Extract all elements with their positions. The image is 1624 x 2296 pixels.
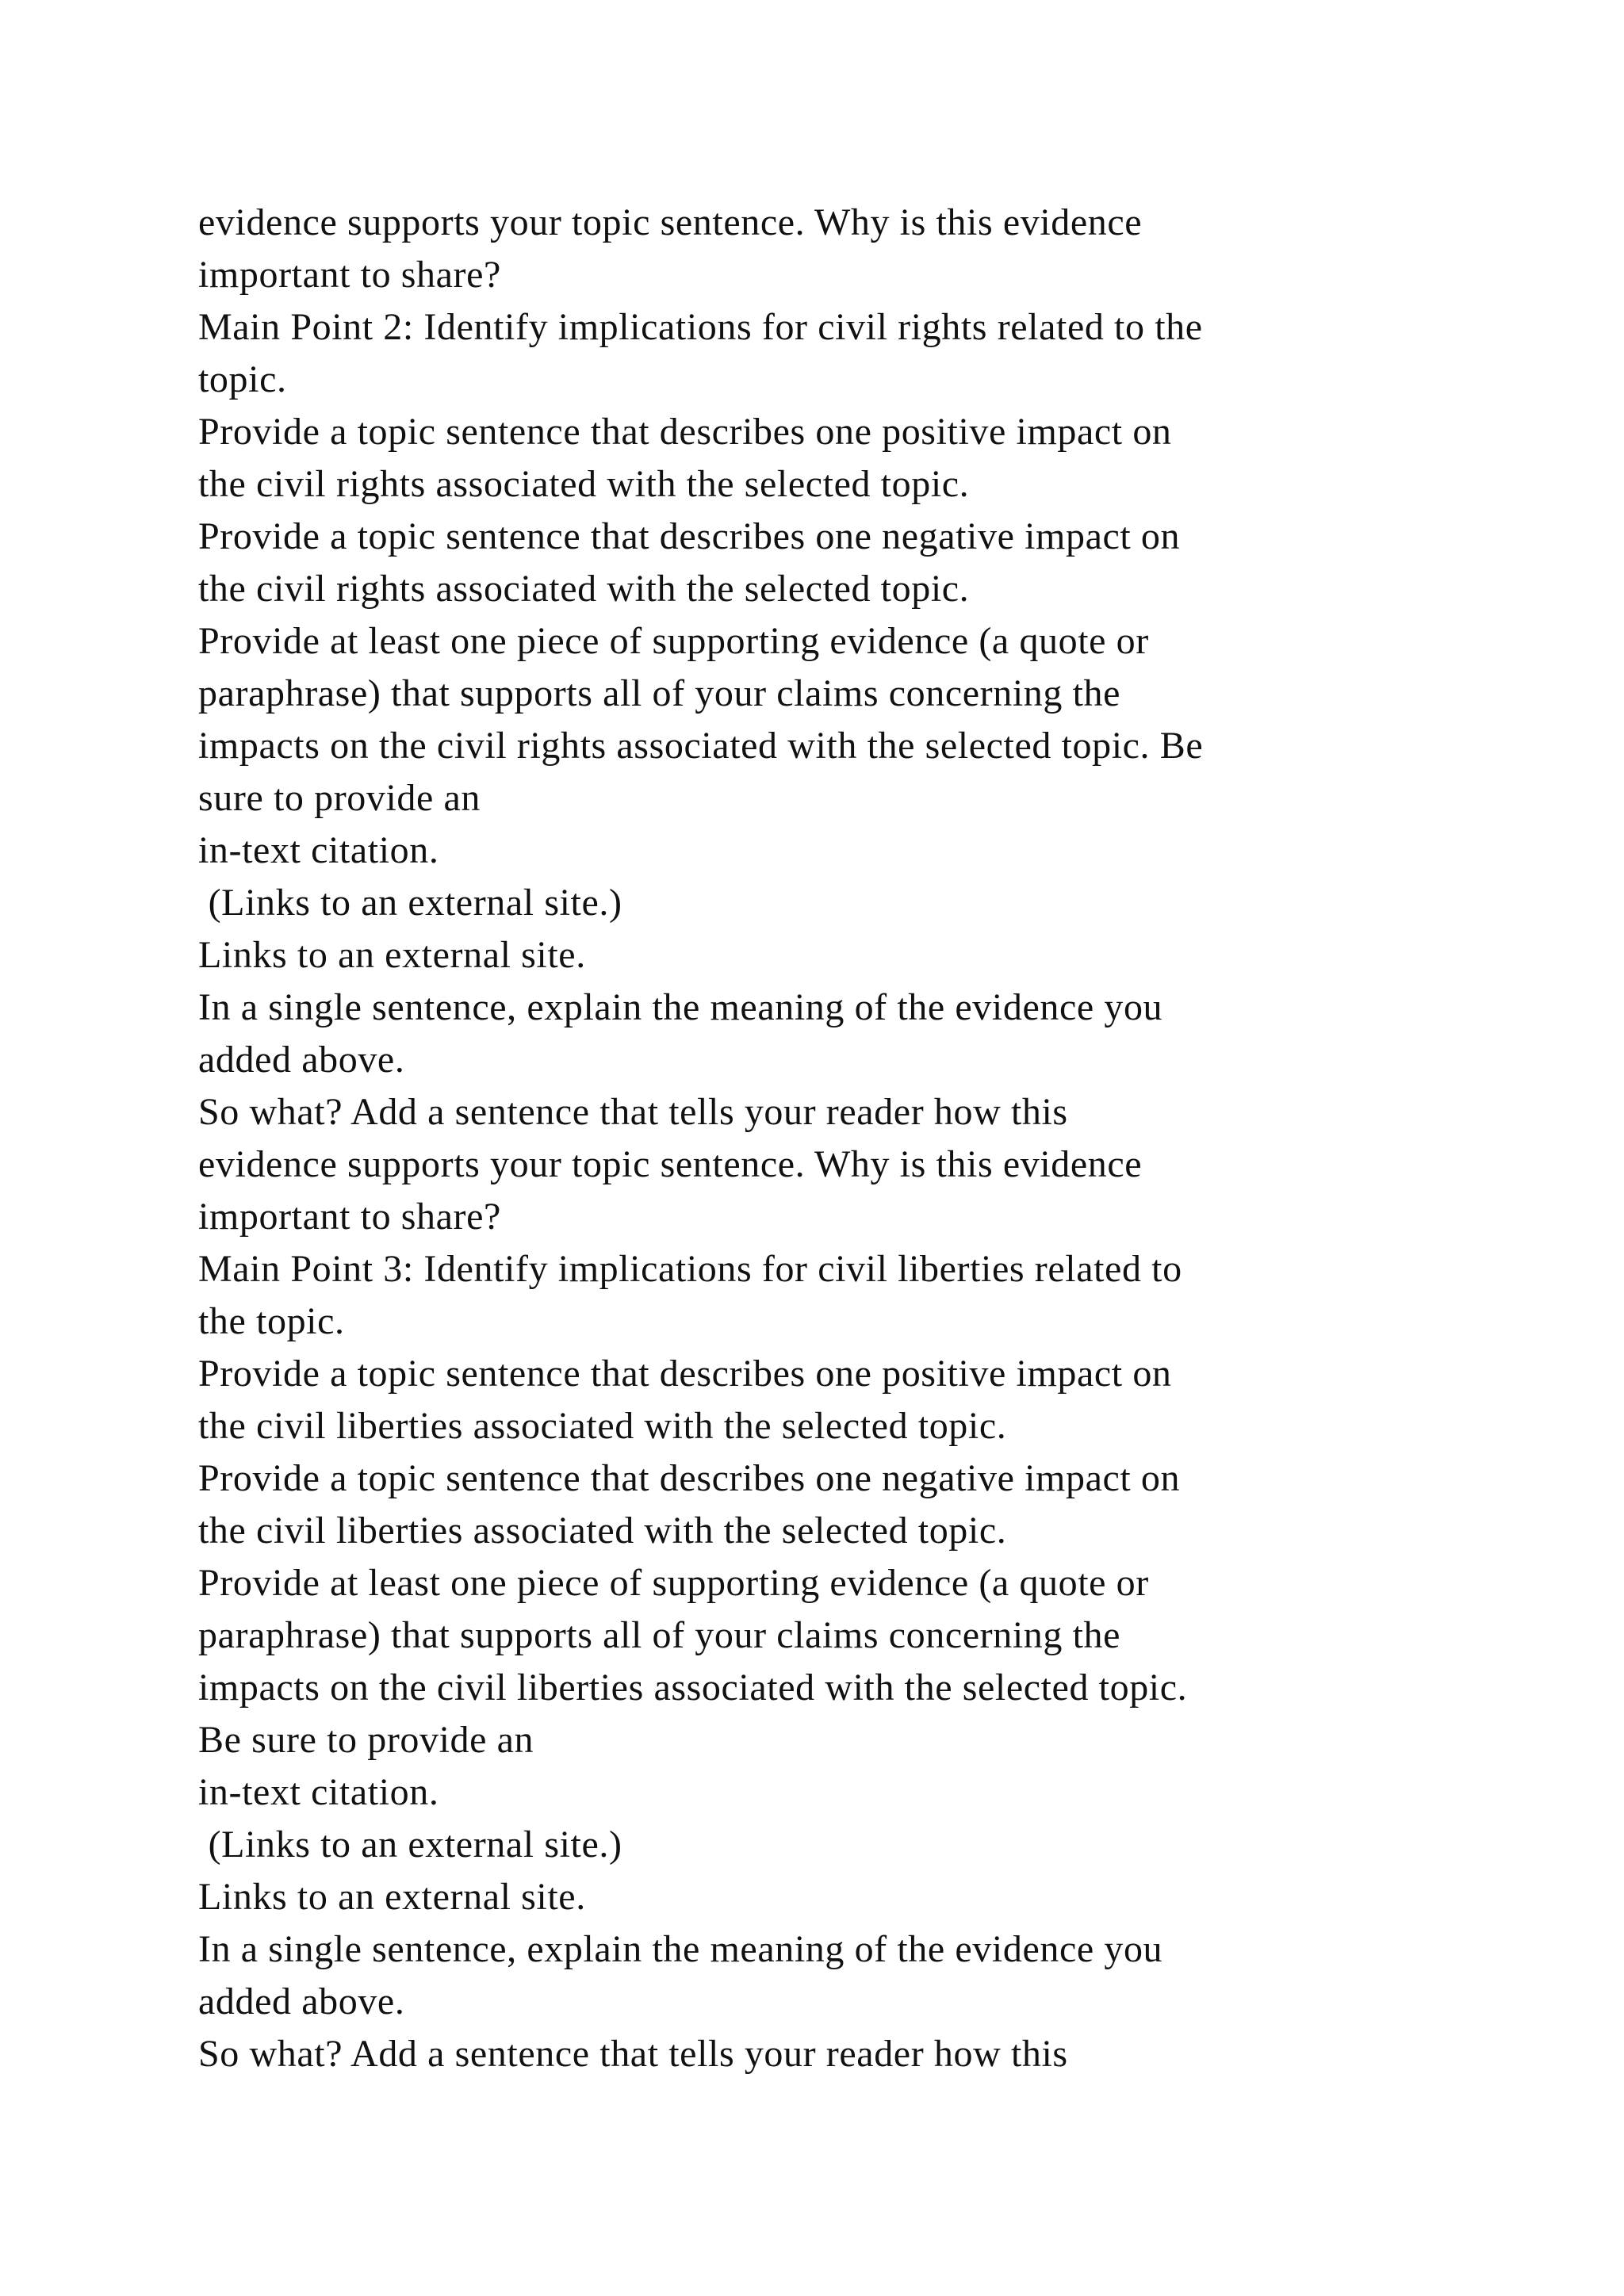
- text-line: Provide a topic sentence that describes one positive impact on: [198, 411, 1172, 453]
- link-text[interactable]: Links to an external site.: [198, 1876, 586, 1918]
- text-line: added above.: [198, 1980, 405, 2022]
- document-body: [198, 197, 1546, 2080]
- text-line: the civil liberties associated with the selected topic.: [198, 1405, 1007, 1447]
- text-line: Provide a topic sentence that describes one negative impact on: [198, 1457, 1181, 1499]
- link-text[interactable]: Links to an external site.: [198, 934, 586, 976]
- text-line: Main Point 3: Identify implications for civil liberties related to: [198, 1248, 1182, 1290]
- text-line: paraphrase) that supports all of your claims concerning the: [198, 1614, 1121, 1656]
- text-line: the civil rights associated with the selected topic.: [198, 463, 970, 505]
- text-line: paraphrase) that supports all of your claims concerning the: [198, 672, 1121, 714]
- text-line: added above.: [198, 1039, 405, 1081]
- text-line: sure to provide an: [198, 777, 481, 819]
- text-line: the topic.: [198, 1300, 345, 1342]
- text-line: the civil liberties associated with the selected topic.: [198, 1510, 1007, 1552]
- text-line: Provide at least one piece of supporting evidence (a quote or: [198, 1562, 1149, 1604]
- text-line: impacts on the civil liberties associated with the selected topic.: [198, 1667, 1188, 1709]
- text-line: Be sure to provide an: [198, 1719, 534, 1761]
- text-line: Provide at least one piece of supporting evidence (a quote or: [198, 620, 1149, 662]
- text-line: in-text citation.: [198, 1771, 439, 1813]
- text-line: Provide a topic sentence that describes one positive impact on: [198, 1353, 1172, 1395]
- text-line: important to share?: [198, 254, 501, 296]
- text-line: In a single sentence, explain the meaning of the evidence you: [198, 986, 1163, 1028]
- link-text[interactable]: (Links to an external site.): [198, 882, 622, 924]
- text-line: topic.: [198, 358, 287, 400]
- text-line: So what? Add a sentence that tells your reader how this: [198, 1091, 1068, 1133]
- text-line: evidence supports your topic sentence. Why is this evidence: [198, 1143, 1143, 1185]
- link-text[interactable]: (Links to an external site.): [198, 1823, 622, 1866]
- text-line: important to share?: [198, 1196, 501, 1238]
- text-line: Main Point 2: Identify implications for civil rights related to the: [198, 306, 1203, 348]
- text-line: in-text citation.: [198, 829, 439, 871]
- text-line: In a single sentence, explain the meaning of the evidence you: [198, 1928, 1163, 1970]
- text-line: the civil rights associated with the selected topic.: [198, 568, 970, 610]
- text-line: impacts on the civil rights associated with the selected topic. Be: [198, 725, 1204, 767]
- text-line: evidence supports your topic sentence. Why is this evidence: [198, 201, 1143, 243]
- text-line: So what? Add a sentence that tells your reader how this: [198, 2033, 1068, 2075]
- text-line: Provide a topic sentence that describes one negative impact on: [198, 515, 1181, 557]
